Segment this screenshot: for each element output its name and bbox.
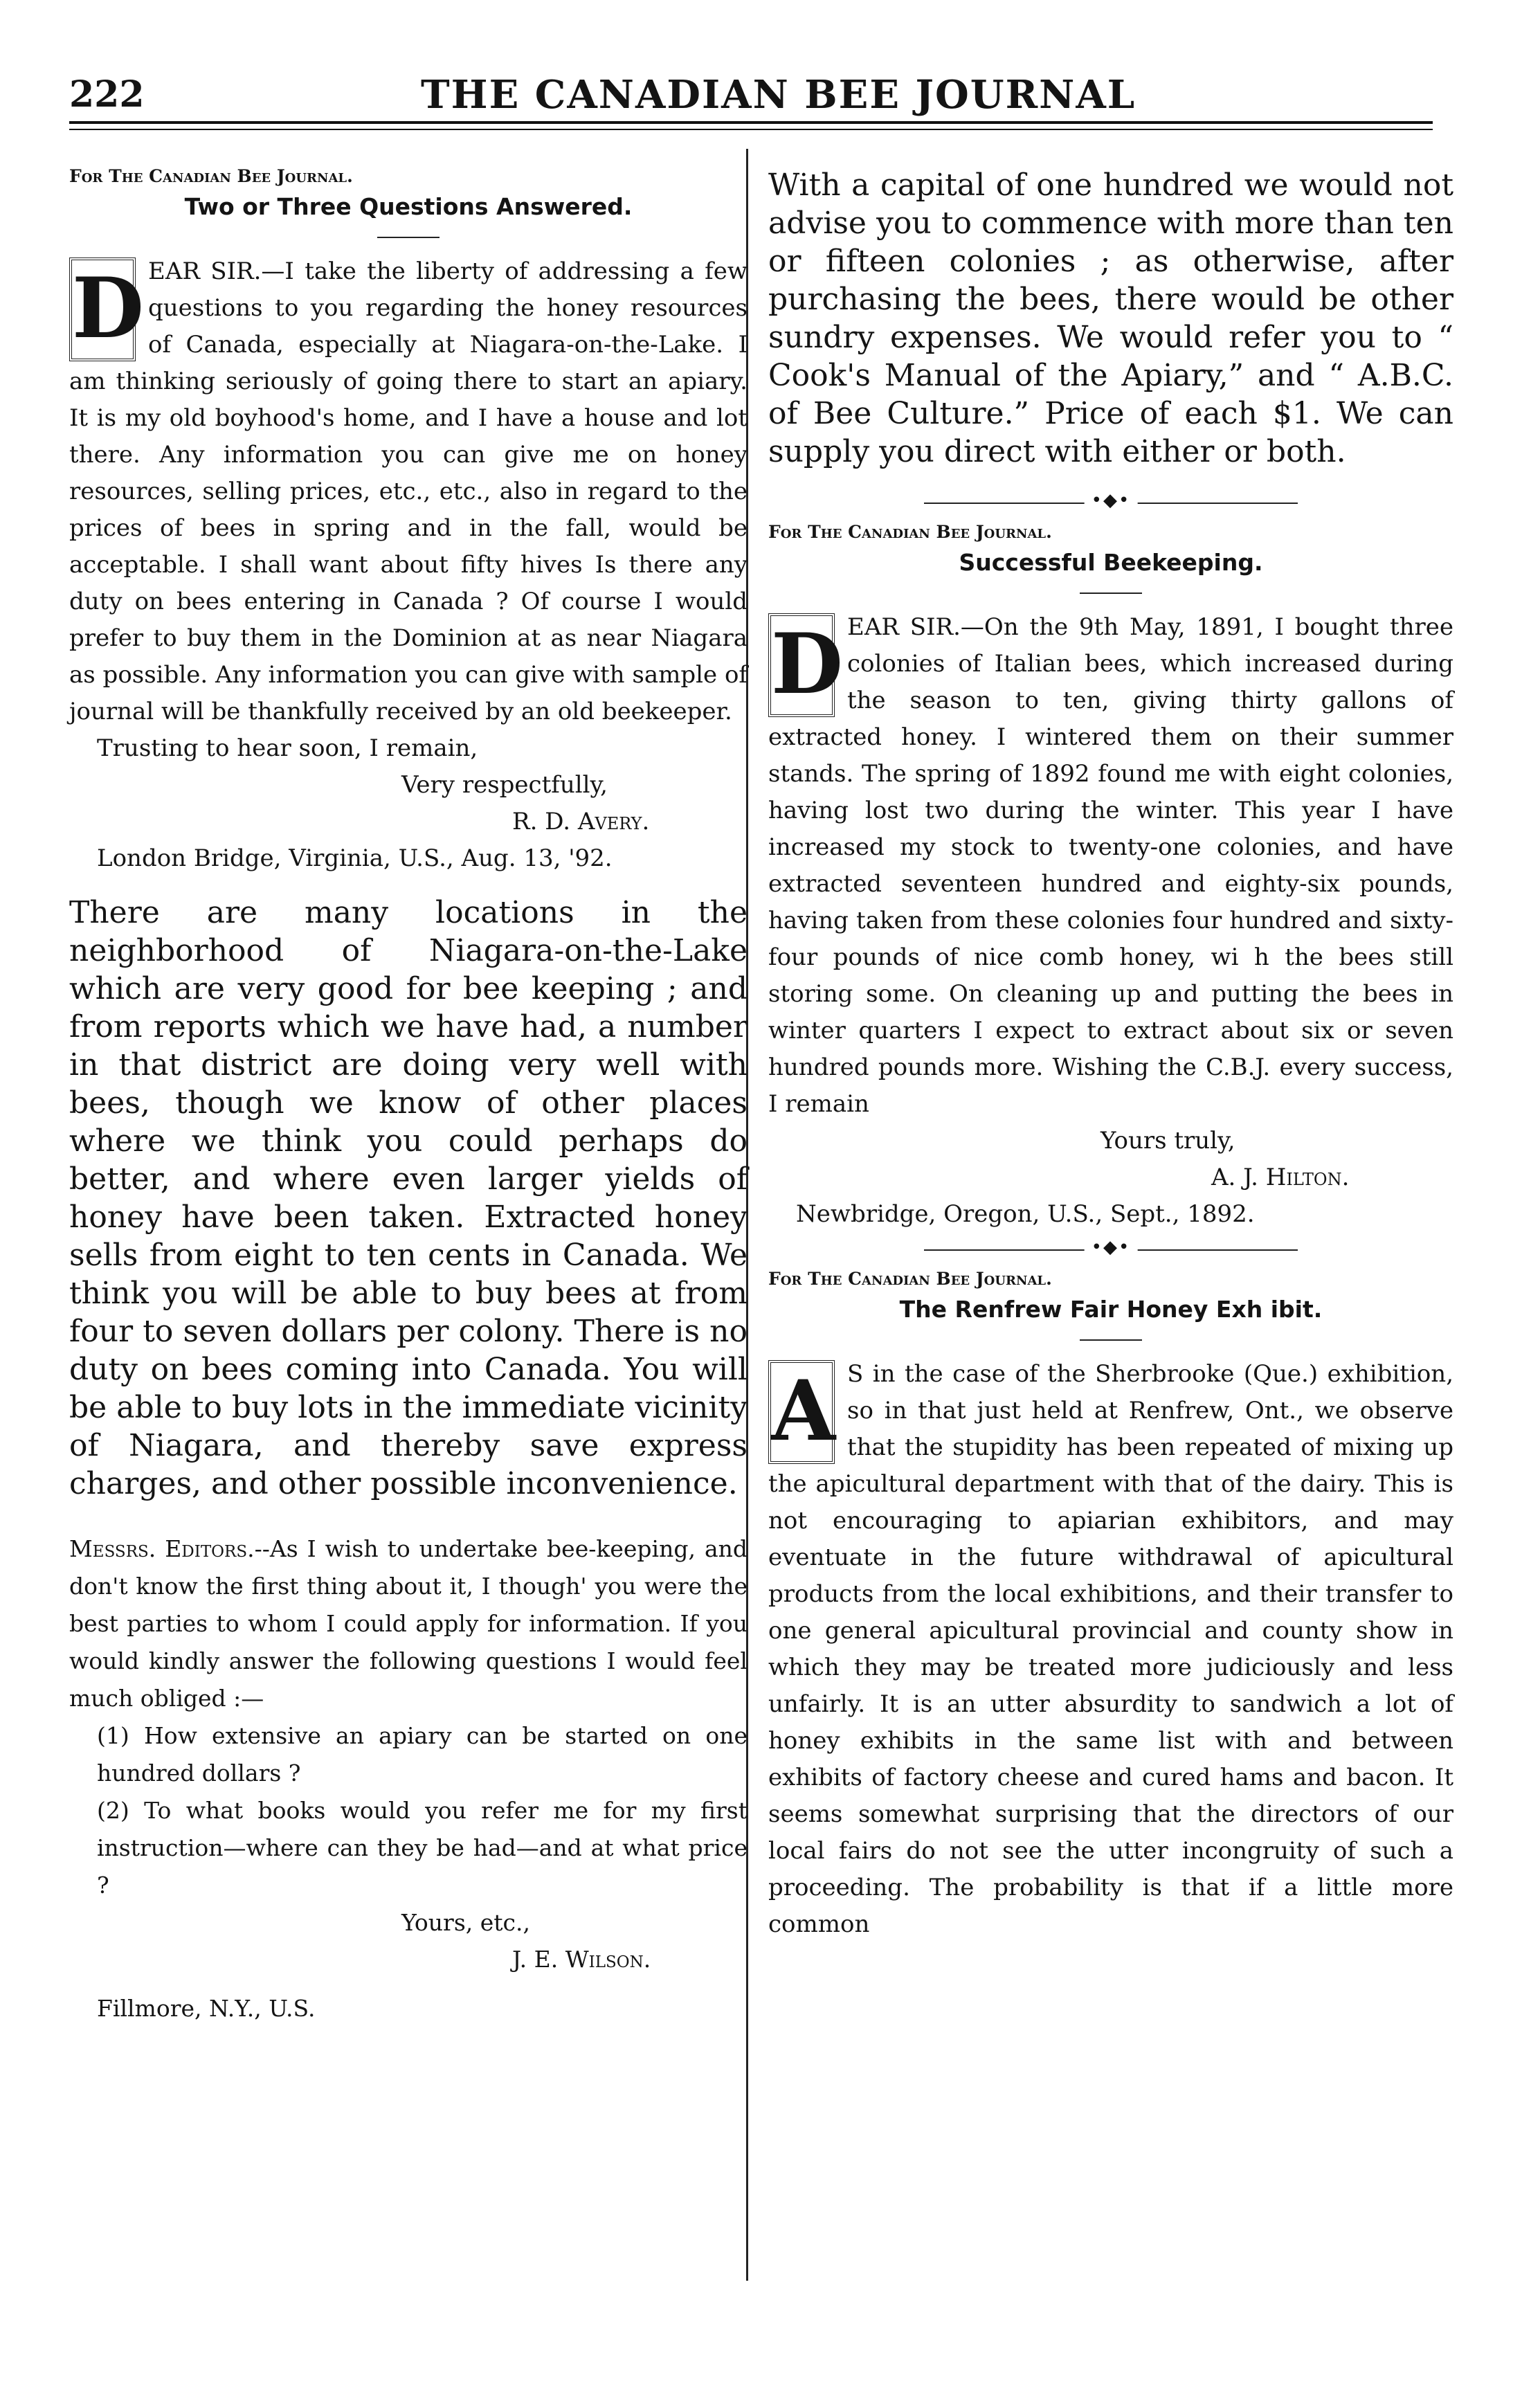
page-number: 222 bbox=[69, 73, 145, 116]
letter-text: EAR SIR.—I take the liberty of addressing a few questions to you regarding the honey resources of Canada, especially at Niagara-on-the-Lake. I am thinking seriously of going there to start an apiary. It is my old boyhood's home, and I have a house and lot there. Any information you can give me on honey resources, selling prices, etc., etc., also in regard to the prices of bees in spring and in the fall, would be acceptable. I shall want about fifty hives Is there any duty on bees entering in Canada ? Of course I would prefer to buy them in the Dominion at as near Niagara as possible. Any information you can give with sample of journal will be thankfully received by an old beekeeper. bbox=[69, 257, 748, 725]
section-ornament: •◆• bbox=[924, 1245, 1298, 1255]
letter-body bbox=[768, 609, 1453, 1123]
letter-body: --As I wish to undertake bee-keeping, and don't know the first thing about it, I though' you were the best parties to whom I could apply for information. If you would kindly answer the following questions I would feel much obliged :— bbox=[69, 1535, 748, 1712]
article-body bbox=[768, 1356, 1453, 1943]
letter-text: EAR SIR.—On the 9th May, 1891, I bought three colonies of Italian bees, which increased during the season to ten, giving thirty gallons of extracted honey. I wintered them on their summer stands. The spring of 1892 found me with eight colonies, having lost two during the winter. This year I have increased my stock to twenty-one colonies, and have extracted seventeen hundred and eighty-six pounds, having taken from these colonies four hundred and sixty-four pounds of nice comb honey, wi h the bees still storing some. On cleaning up and putting the bees in winter quarters I expect to extract about six or seven hundred pounds more. Wishing the C.B.J. every success, I remain bbox=[768, 613, 1453, 1118]
section-ornament: •◆• bbox=[924, 498, 1298, 508]
article-title: Successful Beekeeping. bbox=[959, 549, 1263, 576]
letter-signature: J. E. Wilson. bbox=[512, 1946, 651, 1973]
letter-text bbox=[69, 1530, 748, 1717]
letter-place-date: London Bridge, Virginia, U.S., Aug. 13, '92. bbox=[97, 844, 613, 872]
article-source: For The Canadian Bee Journal. bbox=[768, 522, 1052, 542]
article-source: For The Canadian Bee Journal. bbox=[69, 166, 353, 186]
letter-signature: R. D. Avery. bbox=[512, 808, 650, 835]
journal-title: THE CANADIAN BEE JOURNAL bbox=[421, 72, 1136, 118]
editor-answer: There are many locations in the neighborhood of Niagara-on-the-Lake which are very good for bee keeping ; and from reports which we have had, a number in that district are doing very well with bees, though we know of other places where we think you could perhaps do better, and where even larger yields of honey have been taken. Extracted honey sells from eight to ten cents in Canada. We think you will be able to buy bees at from four to seven dollars per colony. There is no duty on bees coming into Canada. You will be able to buy lots in the immediate vicinity of Niagara, and thereby save express charges, and other possible inconvenience. bbox=[69, 895, 748, 1501]
header-rule bbox=[69, 121, 1433, 124]
question-item: (2) To what books would you refer me for my first instruction—where can they be had—and at what price ? bbox=[97, 1797, 748, 1899]
article-title: Two or Three Questions Answered. bbox=[184, 193, 633, 220]
left-column bbox=[69, 166, 748, 2027]
right-column bbox=[768, 166, 1453, 1943]
letter-closing: Trusting to hear soon, I remain, bbox=[97, 734, 478, 762]
title-rule bbox=[1080, 1339, 1142, 1341]
article-title: The Renfrew Fair Honey Exh ibit. bbox=[899, 1296, 1323, 1323]
title-rule bbox=[377, 237, 440, 238]
letter-valediction: Very respectfully, bbox=[401, 771, 608, 799]
article-source: For The Canadian Bee Journal. bbox=[768, 1269, 1052, 1289]
letter-place-date: Newbridge, Oregon, U.S., Sept., 1892. bbox=[796, 1200, 1255, 1228]
editor-answer: With a capital of one hundred we would not advise you to commence with more than ten or fifteen colonies ; as otherwise, after purchasing the bees, there would be other sundry expenses. We would refer you to “ Cook's Manual of the Apiary,” and “ A.B.C. of Bee Culture.” Price of each $1. We can supply you direct with either or both. bbox=[768, 168, 1453, 469]
letter-valediction: Yours, etc., bbox=[401, 1909, 530, 1936]
letter-signature: A. J. Hilton. bbox=[1211, 1164, 1350, 1191]
dropcap: D bbox=[768, 613, 835, 717]
question-item: (1) How extensive an apiary can be started on one hundred dollars ? bbox=[97, 1722, 748, 1787]
article-text: S in the case of the Sherbrooke (Que.) exhibition, so in that just held at Renfrew, Ont., we observe that the stupidity has been repeated of mixing up the apicultural department with that of the dairy. This is not encouraging to apiarian exhibitors, and may eventuate in the future withdrawal of apicultural products from the local exhibitions, and their transfer to one general apicultural provincial and county show in which they may be treated more judiciously and less unfairly. It is an utter absurdity to sandwich a lot of honey exhibits in the same list with and between exhibits of factory cheese and cured hams and bacon. It seems somewhat surprising that the directors of our local fairs do not see the utter incongruity of such a proceeding. The probability is that if a little more common bbox=[768, 1360, 1453, 1938]
letter-salutation: Messrs. Editors. bbox=[69, 1535, 255, 1562]
header-rule-thin bbox=[69, 129, 1433, 130]
title-rule bbox=[1080, 593, 1142, 594]
letter-body bbox=[69, 253, 748, 730]
dropcap: D bbox=[69, 257, 136, 361]
letter-valediction: Yours truly, bbox=[1100, 1127, 1235, 1155]
letter-place: Fillmore, N.Y., U.S. bbox=[97, 1995, 316, 2022]
dropcap: A bbox=[768, 1360, 835, 1464]
